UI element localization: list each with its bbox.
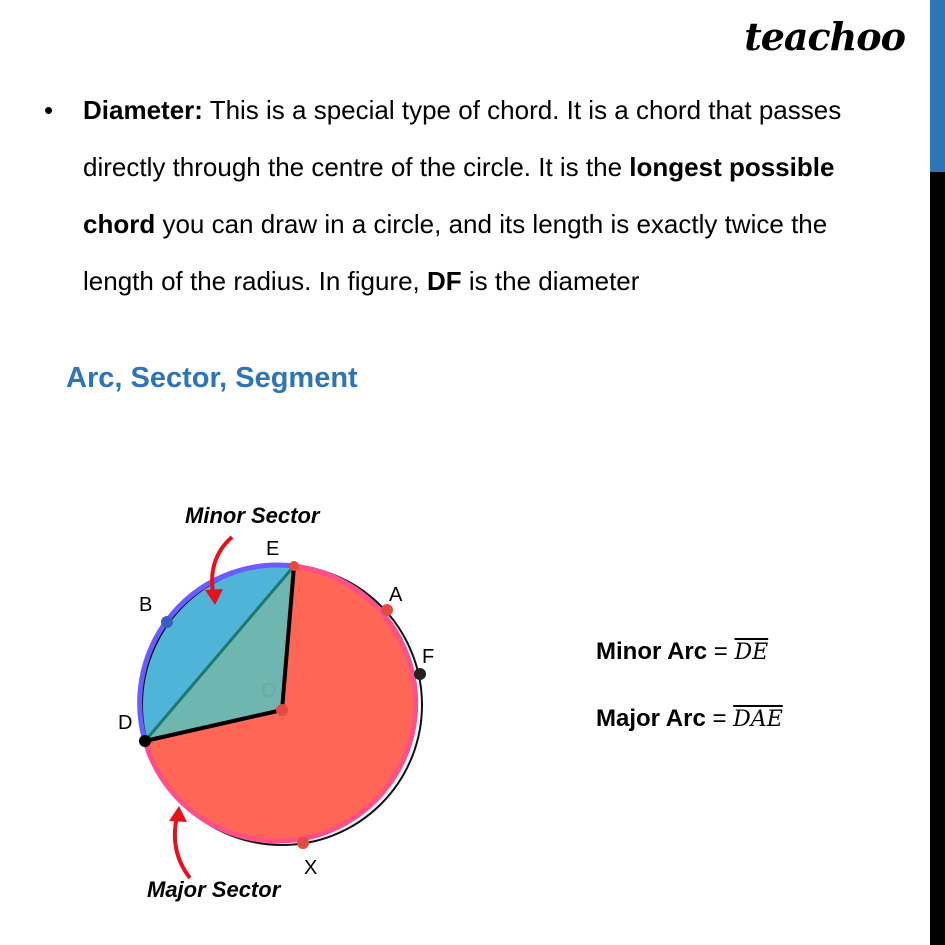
term-diameter: Diameter:	[83, 95, 203, 125]
point-o-dot	[276, 704, 288, 716]
major-arc-definition: Major Arc = $\overline{DAE}$	[596, 705, 783, 732]
minor-sector-label: Minor Sector	[185, 503, 320, 528]
label-a: A	[389, 584, 403, 606]
point-x-dot	[297, 837, 309, 849]
label-e: E	[266, 538, 280, 560]
major-sector-arrowhead	[169, 806, 187, 822]
diameter-definition	[44, 82, 894, 310]
circle-figure	[0, 480, 560, 920]
label-x: X	[304, 857, 318, 879]
point-d-dot	[139, 735, 151, 747]
major-sector-label: Major Sector	[147, 877, 281, 902]
major-arc-notation: $\overline{DAE}$	[733, 707, 783, 732]
label-f: F	[422, 646, 435, 668]
teachoo-logo: teachoo	[744, 14, 905, 59]
point-e-dot	[289, 561, 299, 571]
bullet-dot: •	[44, 95, 54, 125]
label-b: B	[139, 594, 153, 616]
section-title: Arc, Sector, Segment	[66, 362, 358, 394]
label-o: O	[261, 680, 277, 702]
bullet-text: Diameter: This is a special type of chord. It is a chord that passes directly through the centre of the circle. It is the longest possible chord you can draw in a circle, and its length is exactly twice the length of the radius. In figure, DF is the diameter	[83, 95, 842, 296]
side-dark-bar	[930, 172, 945, 945]
point-b-dot	[161, 616, 173, 628]
major-sector-arrow	[175, 812, 190, 878]
emphasis-longest-chord: longest possible chord	[83, 152, 835, 239]
side-accent-bar	[930, 0, 945, 172]
label-d: D	[118, 712, 133, 734]
emphasis-df: DF	[427, 266, 462, 296]
point-f-dot	[414, 668, 426, 680]
minor-arc-notation: $\overline{DE}$	[734, 640, 769, 665]
minor-arc-definition: Minor Arc = $\overline{DE}$	[596, 638, 769, 665]
